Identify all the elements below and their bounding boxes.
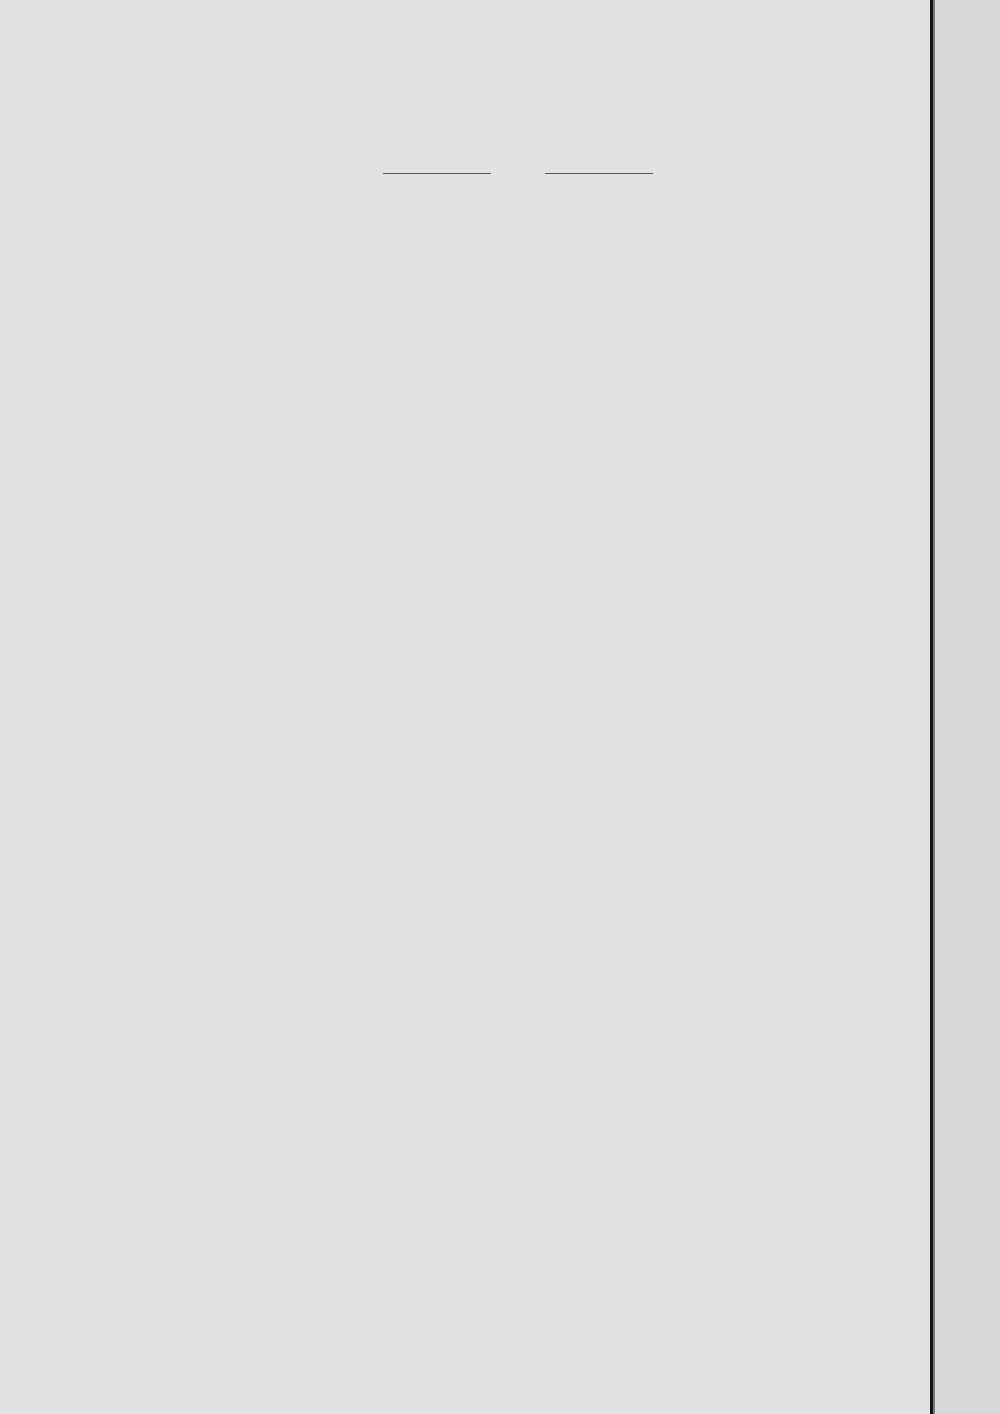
page-header [117,20,907,44]
ornament-rule-left [383,173,491,174]
section-ornament [383,165,653,181]
adjacent-page-fragment [936,0,1000,1414]
ornament-rule-right [545,173,653,174]
